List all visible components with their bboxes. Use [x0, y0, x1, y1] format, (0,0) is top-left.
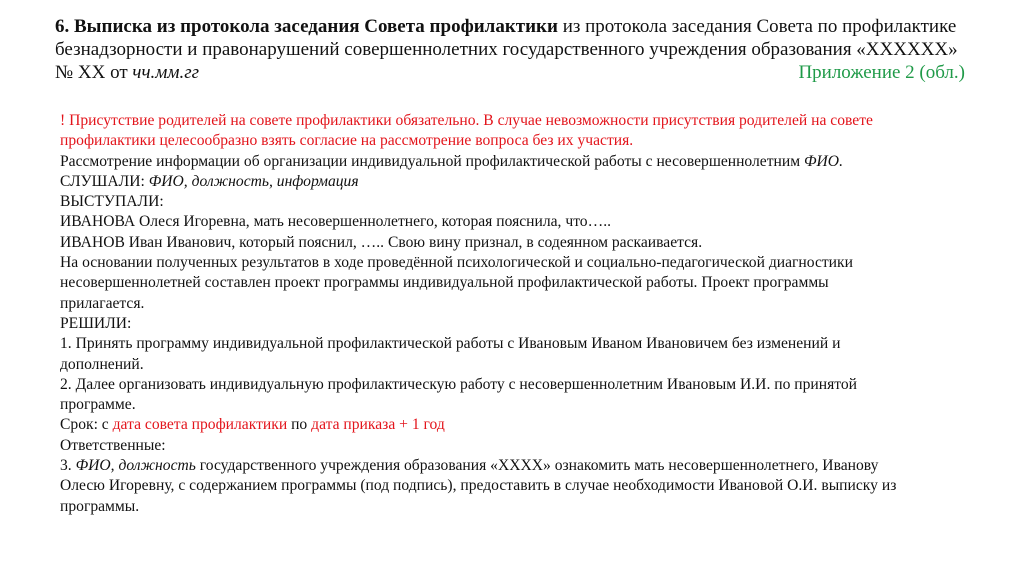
body-line: [60, 253, 960, 273]
italic-text: ФИО, должность, информация: [148, 172, 359, 190]
body-line: [60, 355, 960, 375]
body-line: [60, 395, 960, 415]
document-body: [60, 111, 960, 517]
text-segment: Срок: с: [60, 416, 113, 434]
highlighted-text: дата совета профилактики: [112, 416, 288, 434]
body-line: [60, 375, 960, 395]
protocol-number: № ХХ от: [55, 62, 133, 83]
body-line: [60, 415, 960, 435]
body-line: [60, 172, 960, 192]
highlighted-text: профилактики целесообразно взять согласие на рассмотрение вопроса без их участия.: [60, 132, 634, 150]
italic-text: ФИО, должность: [75, 457, 196, 475]
text-segment: ИВАНОВА Олеся Игоревна, мать несовершеннолетнего, которая пояснила, что…..: [60, 213, 611, 231]
header-line-1: [55, 15, 975, 38]
text-segment: 3.: [60, 457, 76, 475]
text-segment: программы.: [60, 497, 140, 515]
text-segment: несовершеннолетней составлен проект программы индивидуальной профилактической работы. Проект программы: [60, 274, 829, 292]
body-line: [60, 152, 960, 172]
text-segment: по: [287, 416, 312, 434]
italic-text: ФИО.: [804, 152, 843, 170]
text-segment: дополнений.: [60, 355, 144, 373]
header-line-2: безнадзорности и правонарушений совершеннолетних государственного учреждения образования «ХХХХХХ»: [55, 39, 958, 60]
document-header: [55, 15, 975, 84]
body-line: [60, 192, 960, 212]
body-line: [60, 131, 960, 151]
body-line: [60, 436, 960, 456]
body-line: [60, 212, 960, 232]
body-line: [60, 476, 960, 496]
text-segment: На основании полученных результатов в ходе проведённой психологической и социально-педагогической диагностики: [60, 254, 853, 272]
text-segment: 1. Принять программу индивидуальной профилактической работы с Ивановым Иваном Ивановичем без изменений и: [60, 335, 841, 353]
body-line: [60, 334, 960, 354]
text-segment: 2. Далее организовать индивидуальную профилактическую работу с несовершеннолетним Ивановым И.И. по принятой: [60, 375, 858, 393]
body-line: [60, 294, 960, 314]
body-line: [60, 111, 960, 131]
highlighted-text: ! Присутствие родителей на совете профилактики обязательно. В случае невозможности присутствия родителей на совете: [60, 112, 873, 129]
header-line-3: [55, 61, 975, 84]
text-segment: государственного учреждения образования «ХХХХ» ознакомить мать несовершеннолетнего, Иванову: [195, 457, 879, 475]
appendix-label: Приложение 2 (обл.): [798, 62, 965, 83]
body-line: [60, 273, 960, 293]
text-segment: СЛУШАЛИ:: [60, 172, 149, 190]
body-line: [60, 233, 960, 253]
highlighted-text: дата приказа + 1 год: [311, 416, 445, 434]
body-line: [60, 314, 960, 334]
text-segment: ВЫСТУПАЛИ:: [60, 193, 164, 211]
body-line: [60, 497, 960, 517]
text-segment: Олесю Игоревну, с содержанием программы (под подпись), предоставить в случае необходимости Ивановой О.И. выписку из: [60, 477, 897, 495]
text-segment: Рассмотрение информации об организации индивидуальной профилактической работы с несовершеннолетним: [60, 152, 804, 170]
text-segment: Ответственные:: [60, 436, 166, 454]
text-segment: программе.: [60, 396, 136, 414]
text-segment: РЕШИЛИ:: [60, 314, 132, 332]
document-title: 6. Выписка из протокола заседания Совета профилактики: [55, 16, 558, 37]
title-continuation: из протокола заседания Совета по профилактике: [557, 16, 957, 37]
text-segment: прилагается.: [60, 294, 145, 312]
text-segment: ИВАНОВ Иван Иванович, который пояснил, ….. Свою вину признал, в содеянном раскаивается.: [60, 233, 703, 251]
body-line: [60, 456, 960, 476]
protocol-date: чч.мм.гг: [132, 62, 200, 83]
